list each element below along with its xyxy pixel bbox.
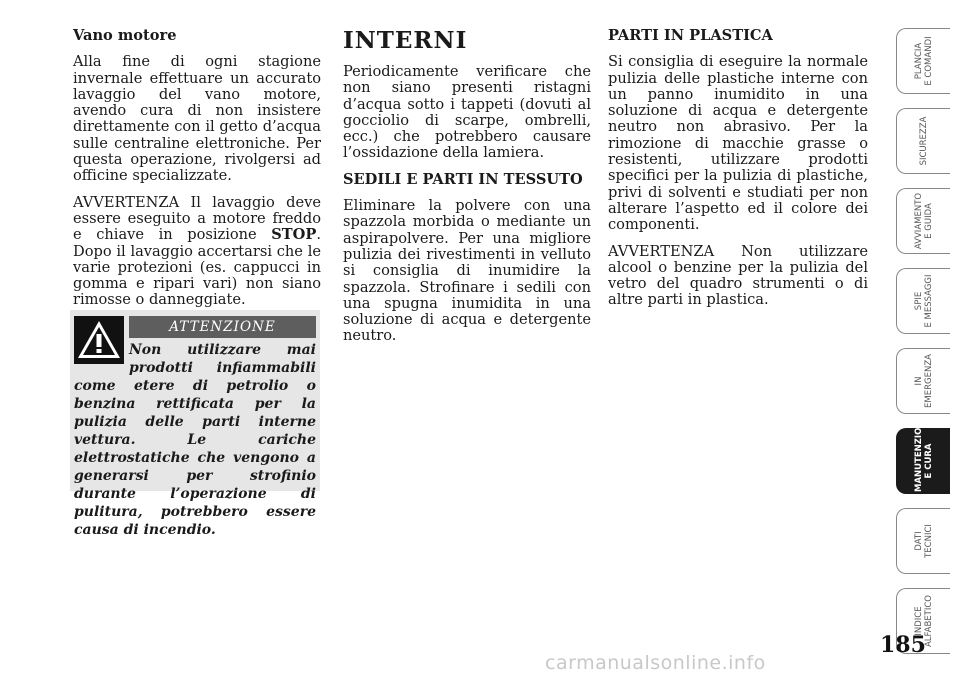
tab-spie[interactable] xyxy=(896,268,950,334)
paragraph: Periodicamente verificare che non siano presenti ristagni d’acqua sotto i tappeti (dovuti al gocciolio di scarpe, ombrelli, ecc.) che potrebbero causare l’ossidazione della lamiera. xyxy=(343,63,591,162)
warning-text: Non utilizzare mai prodotti infiammabili come etere di petrolio o benzina rettificata per la pulizia delle parti interne vettura. Le cariche elettrostatiche che vengono a generarsi per strofinio durante l’operazione di pulitura, potrebbero essere causa di incendio. xyxy=(74,342,316,538)
tab-label: MANUTENZIONE E CURA xyxy=(913,414,934,492)
tab-plancia[interactable] xyxy=(896,28,950,94)
tab-label: AVVIAMENTO E GUIDA xyxy=(913,192,934,250)
tab-sicurezza[interactable] xyxy=(896,108,950,174)
tab-label: IN EMERGENZA xyxy=(913,354,934,408)
tab-label: PLANCIA E COMANDI xyxy=(913,36,934,86)
warning-banner: ATTENZIONE xyxy=(129,316,316,338)
watermark: carmanualsonline.info xyxy=(545,652,766,674)
column-right xyxy=(608,28,868,319)
text-run: AVVERTENZA Il lavaggio deve essere eseguito a motore freddo e chiave in posizione xyxy=(73,193,321,244)
tab-manutenzione[interactable] xyxy=(896,414,950,494)
tab-dati-tecnici[interactable] xyxy=(896,508,950,574)
tab-label: INDICE ALFABETICO xyxy=(913,595,934,648)
bold-text: STOP xyxy=(271,226,317,244)
column-left xyxy=(73,28,321,319)
page-title: INTERNI xyxy=(343,27,468,54)
section-heading: PARTI IN PLASTICA xyxy=(608,27,773,44)
page-number: 185 xyxy=(880,632,926,658)
paragraph: Alla fine di ogni stagione invernale effettuare un accurato lavaggio del vano motore, avendo cura di non insistere direttamente con il getto d’acqua sulle centraline elettroniche. Per questa operazione, rivolgersi ad officine specializzate. xyxy=(73,53,321,185)
section-heading: Vano motore xyxy=(73,27,177,44)
tab-emergenza[interactable] xyxy=(896,348,950,414)
section-heading: SEDILI E PARTI IN TESSUTO xyxy=(343,170,583,188)
tab-avviamento[interactable] xyxy=(896,188,950,254)
column-middle xyxy=(343,28,591,355)
paragraph: Eliminare la polvere con una spazzola morbida o mediante un aspirapolvere. Per una migliore pulizia dei rivestimenti in velluto si consiglia di inumidire la spazzola. Strofinare i sedili con una spugna inumidita in una soluzione di acqua e detergente neutro. xyxy=(343,197,591,345)
paragraph: Si consiglia di eseguire la normale pulizia delle plastiche interne con un panno inumidito in una soluzione di acqua e detergente neutro non abrasivo. Per la rimozione di macchie grasse o resistenti, utilizzare prodotti specifici per la pulizia di plastiche, privi di solventi e studiati per non alterare l’aspetto ed il colore dei componenti. xyxy=(608,53,868,234)
tab-label: DATI TECNICI xyxy=(913,524,934,558)
paragraph: AVVERTENZA Non utilizzare alcool o benzine per la pulizia del vetro del quadro strumenti o di altre parti in plastica. xyxy=(608,242,868,309)
tab-label: SICUREZZA xyxy=(918,116,929,166)
text-run: . Dopo il lavaggio accertarsi che le varie protezioni (es. cappucci in gomma e ripari vari) non siano rimosse o danneggiate. xyxy=(73,226,321,309)
tab-label: SPIE E MESSAGGI xyxy=(913,274,934,328)
warning-box xyxy=(70,310,320,538)
paragraph xyxy=(73,195,321,309)
